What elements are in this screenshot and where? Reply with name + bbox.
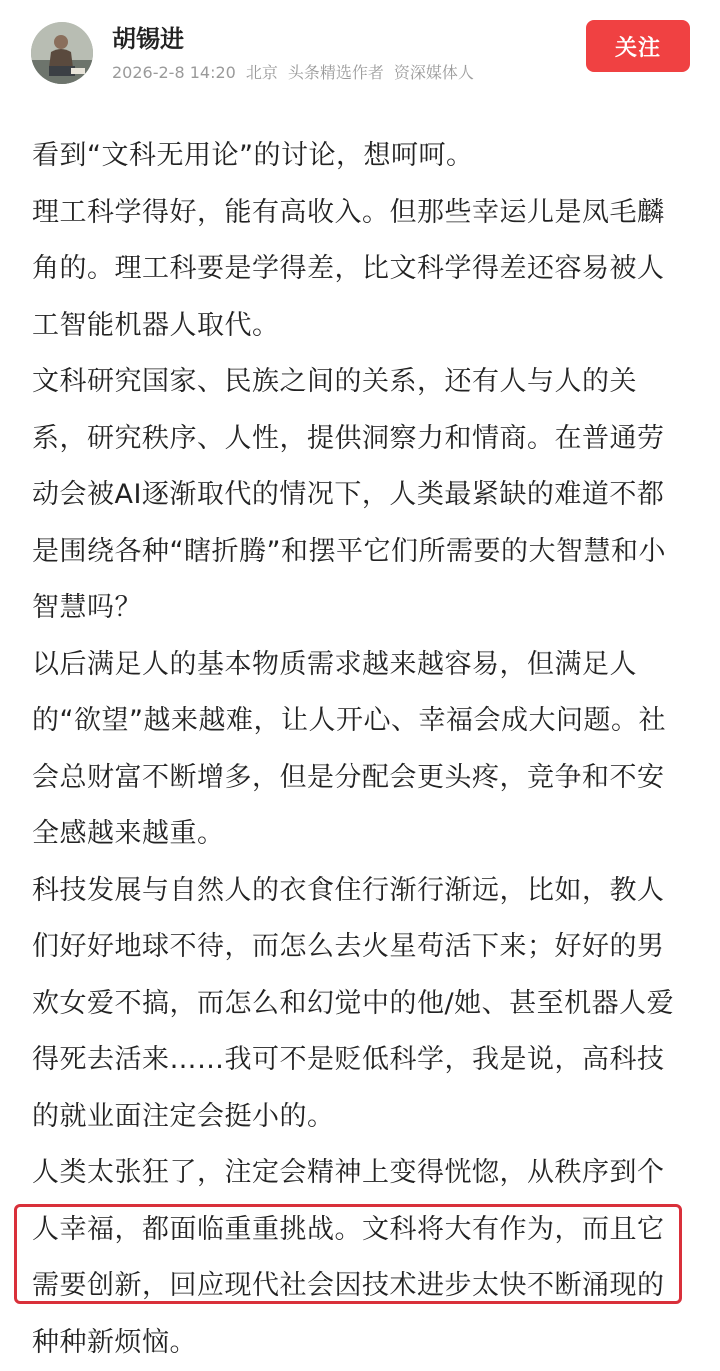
person-photo-icon: [31, 22, 93, 84]
article-body: [32, 128, 678, 1371]
article-header: [0, 0, 720, 100]
post-location: 北京: [245, 63, 278, 82]
article-paragraph: 看到“文科无用论”的讨论，想呵呵。: [32, 140, 474, 171]
avatar[interactable]: [31, 22, 93, 84]
author-badge-media: 资深媒体人: [393, 63, 474, 82]
article-paragraph: 理工科学得好，能有高收入。但那些幸运儿是凤毛麟角的。理工科要是学得差，比文科学得差还容易被人工智能机器人取代。: [32, 196, 665, 341]
author-name[interactable]: 胡锡进: [112, 25, 184, 53]
post-meta: [112, 62, 484, 84]
post-date: 2026-2-8 14:20: [112, 63, 236, 82]
article-paragraph: 以后满足人的基本物质需求越来越容易，但满足人的“欲望”越来越难，让人开心、幸福会成大问题。社会总财富不断增多，但是分配会更头疼，竞争和不安全感越来越重。: [32, 648, 666, 849]
article-paragraph: 人类太张狂了，注定会精神上变得恍惚，从秩序到个人幸福，都面临重重挑战。文科将大有作为，而且它需要创新，回应现代社会因技术进步太快不断涌现的种种新烦恼。: [32, 1157, 665, 1358]
author-badge-selected: 头条精选作者: [287, 63, 384, 82]
article-paragraph: 科技发展与自然人的衣食住行渐行渐远，比如，教人们好好地球不待，而怎么去火星苟活下来；好好的男欢女爱不搞，而怎么和幻觉中的他/她、甚至机器人爱得死去活来……我可不是贬低科学，我是说，高科技的就业面注定会挺小的。: [32, 874, 675, 1132]
follow-button[interactable]: 关注: [586, 20, 690, 72]
article-paragraph: 文科研究国家、民族之间的关系，还有人与人的关系，研究秩序、人性，提供洞察力和情商。在普通劳动会被AI逐渐取代的情况下，人类最紧缺的难道不都是围绕各种“瞎折腾”和摆平它们所需要的大智慧和小智慧吗？: [32, 366, 666, 623]
